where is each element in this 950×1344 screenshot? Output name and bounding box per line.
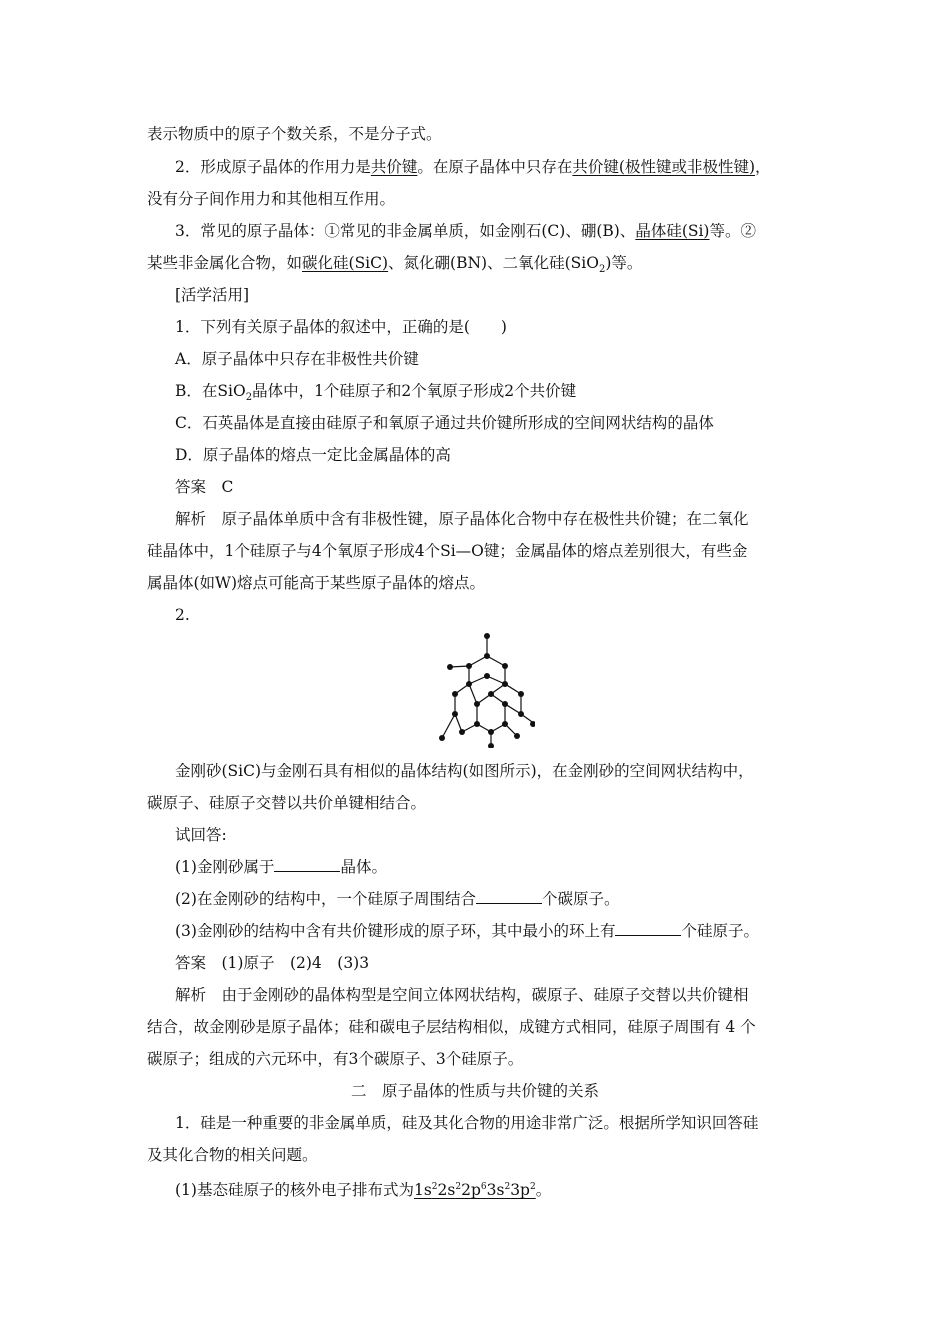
option-a: A．原子晶体中只存在非极性共价键 — [175, 350, 419, 368]
answer-underline: 晶体硅(Si) — [635, 222, 710, 240]
option-b: B．在SiO$_2$晶体中，1个硅原子和2个氧原子形成2个共价键 — [175, 382, 577, 404]
answer-blank[interactable] — [274, 857, 340, 872]
sic-crystal-structure-diagram — [425, 628, 535, 748]
answer: 答案 C — [175, 478, 234, 496]
text-line: 3．常见的原子晶体：①常见的非金属单质，如金刚石(C)、硼(B)、晶体硅(Si)等。② — [175, 222, 756, 240]
answer: 答案 (1)原子 (2)4 (3)3 — [175, 954, 370, 972]
question-text: 碳原子、硅原子交替以共价单键相结合。 — [147, 794, 427, 812]
section-heading: 二 原子晶体的性质与共价键的关系 — [350, 1082, 599, 1100]
question-text: 试回答: — [175, 826, 227, 844]
analysis: 解析 原子晶体单质中含有非极性键，原子晶体化合物中存在极性共价键；在二氧化 — [175, 510, 749, 528]
question-number: 2. — [175, 606, 190, 624]
answer-underline: $1s^22s^22p^63s^23p^2$ — [413, 1181, 536, 1200]
answer-blank[interactable] — [476, 889, 542, 904]
sub-question-2: (2)在金刚砂的结构中，一个硅原子周围结合 个碳原子。 — [175, 890, 620, 908]
question-text: 1．硅是一种重要的非金属单质，硅及其化合物的用途非常广泛。根据所学知识回答硅 — [175, 1114, 759, 1132]
text-line: 没有分子间作用力和其他相互作用。 — [147, 190, 396, 208]
analysis: 结合，故金刚砂是原子晶体；硅和碳电子层结构相似，成键方式相同，硅原子周围有 4 个 — [147, 1018, 756, 1036]
question-stem: 1．下列有关原子晶体的叙述中，正确的是( ) — [175, 318, 507, 336]
option-c: C．石英晶体是直接由硅原子和氧原子通过共价键所形成的空间网状结构的晶体 — [175, 414, 714, 432]
answer-underline: 共价键 — [370, 158, 418, 176]
sub-question-1: (1)基态硅原子的核外电子排布式为$1s^22s^22p^63s^23p^2$。 — [175, 1181, 552, 1200]
section-label: [活学活用] — [175, 286, 250, 304]
analysis: 硅晶体中，1个硅原子与4个氧原子形成4个Si—O键；金属晶体的熔点差别很大，有些金 — [147, 542, 748, 560]
analysis: 属晶体(如W)熔点可能高于某些原子晶体的熔点。 — [147, 574, 486, 592]
sub-question-1: (1)金刚砂属于 晶体。 — [175, 858, 387, 876]
analysis: 碳原子；组成的六元环中，有3个碳原子、3个硅原子。 — [147, 1050, 524, 1068]
option-d: D．原子晶体的熔点一定比金属晶体的高 — [175, 446, 451, 464]
text-line: 某些非金属化合物，如碳化硅(SiC)、氮化硼(BN)、二氧化硅(SiO$_2$)等。 — [147, 254, 643, 276]
analysis: 解析 由于金刚砂的晶体构型是空间立体网状结构，碳原子、硅原子交替以共价键相 — [175, 986, 749, 1004]
text-line: 表示物质中的原子个数关系，不是分子式。 — [147, 125, 442, 143]
answer-underline: 碳化硅(SiC) — [302, 254, 389, 272]
question-text: 及其化合物的相关问题。 — [147, 1146, 318, 1164]
text-line: 2．形成原子晶体的作用力是共价键。在原子晶体中只存在共价键(极性键或非极性键)， — [175, 158, 771, 176]
answer-underline: 共价键(极性键或非极性键) — [572, 158, 756, 176]
answer-blank[interactable] — [615, 921, 681, 936]
question-text: 金刚砂(SiC)与金刚石具有相似的晶体结构(如图所示)，在金刚砂的空间网状结构中， — [175, 762, 754, 780]
sub-question-3: (3)金刚砂的结构中含有共价键形成的原子环，其中最小的环上有 个硅原子。 — [175, 922, 759, 940]
